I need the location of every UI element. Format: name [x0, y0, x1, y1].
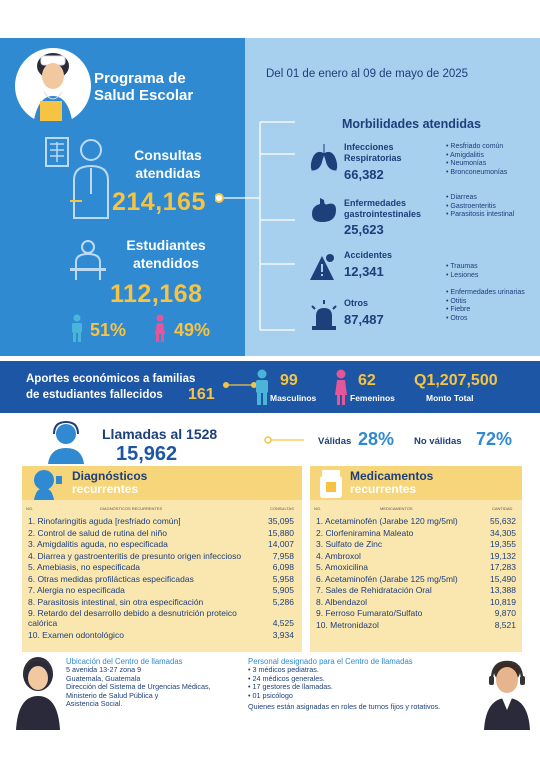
- table-row-value: 7,958: [272, 550, 294, 561]
- novalidas-label: No válidas: [414, 436, 462, 447]
- table-row-value: 14,007: [268, 539, 294, 549]
- llamadas-connector: [264, 436, 308, 444]
- novalidas-pct: 72%: [476, 429, 513, 449]
- call-center-icon: [46, 420, 86, 464]
- accident-icon: [308, 250, 340, 282]
- student-icon: [68, 240, 108, 282]
- table-row: 8. Albendazol: [316, 596, 368, 607]
- morb-1-value: 25,623: [344, 222, 384, 237]
- male-percent: 51%: [90, 320, 127, 340]
- table-row-value: 17,283: [490, 562, 516, 572]
- table-row-value: 3,934: [272, 629, 294, 640]
- med-col-name: MEDICAMENTOS: [380, 506, 413, 511]
- aportes-masc-value: 99: [280, 372, 298, 389]
- table-row: 9. Retardo del desarrollo debido a desnutrición proteico calórica: [28, 608, 237, 628]
- table-row: 10. Examen odontológico: [28, 629, 124, 640]
- diag-col-name: DIAGNÓSTICOS RECURRENTES: [100, 506, 163, 511]
- table-row: 10. Metronidazol: [316, 619, 379, 630]
- morb-0-name: Infecciones Respiratorias: [344, 142, 402, 163]
- morb-3-name: Otros: [344, 298, 369, 308]
- table-row: 3. Sulfato de Zinc: [316, 539, 383, 549]
- estudiantes-label: Estudiantes atendidos: [126, 237, 206, 271]
- morb-3-value: 87,487: [344, 312, 384, 327]
- consultas-label: Consultas atendidas: [134, 147, 202, 181]
- table-row-value: 19,132: [490, 550, 516, 561]
- table-row: 4. Diarrea y gastroenteritis de presunto origen infeccioso: [28, 550, 242, 561]
- table-row: 4. Ambroxol: [316, 550, 361, 561]
- table-row-value: 5,905: [272, 585, 294, 595]
- table-row-value: 5,286: [272, 596, 294, 607]
- table-row: 1. Acetaminofén (Jarabe 120 mg/5ml): [316, 516, 458, 526]
- table-row: 2. Control de salud de rutina del niño: [28, 527, 167, 538]
- diag-col-no: NO.: [26, 506, 34, 511]
- table-row-value: 4,525: [272, 618, 294, 628]
- medicamentos-title: Medicamentos recurrentes: [350, 469, 434, 496]
- aportes-monto-label: Monto Total: [426, 393, 474, 403]
- table-row: 6. Acetaminofén (Jarabe 125 mg/5ml): [316, 573, 458, 584]
- program-title: Programa de Salud Escolar: [94, 70, 194, 104]
- diagnosticos-header: [22, 466, 302, 500]
- aportes-label: Aportes económicos a familias de estudiantes fallecidos: [26, 373, 196, 401]
- table-row: 9. Ferroso Fumarato/Sulfato: [316, 608, 423, 618]
- morb-2-subs: • Traumas • Lesiones: [446, 263, 478, 280]
- doctor-icon: [44, 134, 114, 220]
- diagnosis-head-icon: [30, 468, 64, 500]
- table-row-value: 13,388: [490, 585, 516, 595]
- med-col-no: NO.: [314, 506, 322, 511]
- table-row-value: 8,521: [494, 619, 516, 630]
- personal-block: Personal designado para el Centro de llamadas • 3 médicos pediatras. • 24 médicos generales. • 17 gestores de llamadas. • 01 psicólogo Quienes están asignadas en roles de turnos fijos y rotativos.: [248, 657, 441, 712]
- table-row-value: 9,870: [494, 608, 516, 618]
- aportes-masc-label: Masculinos: [270, 393, 317, 403]
- aportes-male-icon: [254, 369, 270, 405]
- table-row: 8. Parasitosis intestinal, sin otra especificación: [28, 596, 204, 607]
- med-col-value: CANTIDAD: [492, 506, 513, 511]
- aportes-connector: [222, 380, 258, 390]
- operator-woman-illustration: [14, 652, 62, 730]
- table-row: 7. Alergia no especificada: [28, 585, 125, 595]
- aportes-total: 161: [188, 386, 215, 403]
- siren-icon: [308, 300, 340, 330]
- female-percent: 49%: [174, 320, 211, 340]
- table-row-value: 55,632: [490, 516, 516, 526]
- connector-lines: [215, 110, 305, 340]
- ubicacion-block: Ubicación del Centro de llamadas 5 avenida 13-27 zona 9 Guatemala, Guatemala Dirección del Sistema de Urgencias Médicas, Ministerio de Salud Pública y Asistencia Social.: [66, 657, 211, 709]
- table-row-value: 15,490: [490, 573, 516, 584]
- aportes-monto-value: Q1,207,500: [414, 372, 498, 389]
- table-row-value: 15,880: [268, 527, 294, 538]
- table-row-value: 19,355: [490, 539, 516, 549]
- table-row-value: 10,819: [490, 596, 516, 607]
- table-row: 2. Clorfeniramina Maleato: [316, 527, 414, 538]
- period-text: Del 01 de enero al 09 de mayo de 2025: [266, 68, 469, 80]
- table-row: 6. Otras medidas profilácticas especificadas: [28, 573, 194, 584]
- table-row-value: 35,095: [268, 516, 294, 526]
- stomach-icon: [308, 196, 340, 224]
- consultas-value: 214,165: [112, 188, 206, 216]
- morb-0-subs: • Resfriado común • Amigdalitis • Neumonías • Bronconeumonías: [446, 143, 507, 177]
- pill-bottle-icon: [318, 470, 344, 498]
- nurse-illustration: [14, 46, 92, 138]
- female-icon: [152, 314, 168, 342]
- table-row: 7. Sales de Rehidratación Oral: [316, 585, 432, 595]
- validas-pct: 28%: [358, 429, 395, 449]
- llamadas-label: Llamadas al 1528: [102, 426, 218, 442]
- morb-0-value: 66,382: [344, 167, 384, 182]
- llamadas-value: 15,962: [116, 443, 178, 465]
- table-row-value: 5,958: [272, 573, 294, 584]
- morbilidades-title: Morbilidades atendidas: [342, 117, 481, 131]
- lungs-icon: [308, 142, 340, 172]
- morb-2-name: Accidentes: [344, 250, 393, 260]
- table-row: 5. Amoxicilina: [316, 562, 368, 572]
- aportes-female-icon: [332, 369, 350, 405]
- table-row: 3. Amigdalitis aguda, no especificada: [28, 539, 168, 549]
- table-row: 5. Amebiasis, no especificada: [28, 562, 140, 572]
- morb-1-subs: • Diarreas • Gastroenteritis • Parasitosis intestinal: [446, 194, 526, 220]
- table-row-value: 6,098: [272, 562, 294, 572]
- table-row: 1. Rinofaringitis aguda [resfriado común]: [28, 516, 181, 526]
- diag-col-value: CONSULTAS: [270, 506, 294, 511]
- aportes-fem-label: Femeninos: [350, 393, 395, 403]
- male-icon: [70, 314, 84, 342]
- validas-label: Válidas: [318, 436, 352, 447]
- diagnosticos-title: Diagnósticos recurrentes: [72, 469, 148, 496]
- operator-man-illustration: [480, 652, 534, 730]
- table-row-value: 34,305: [490, 527, 516, 538]
- morb-2-value: 12,341: [344, 264, 384, 279]
- estudiantes-value: 112,168: [110, 280, 203, 308]
- morb-3-subs: • Enfermedades urinarias • Otitis • Fiebre • Otros: [446, 289, 528, 323]
- morb-1-name: Enfermedades gastrointestinales: [344, 198, 422, 219]
- aportes-fem-value: 62: [358, 372, 376, 389]
